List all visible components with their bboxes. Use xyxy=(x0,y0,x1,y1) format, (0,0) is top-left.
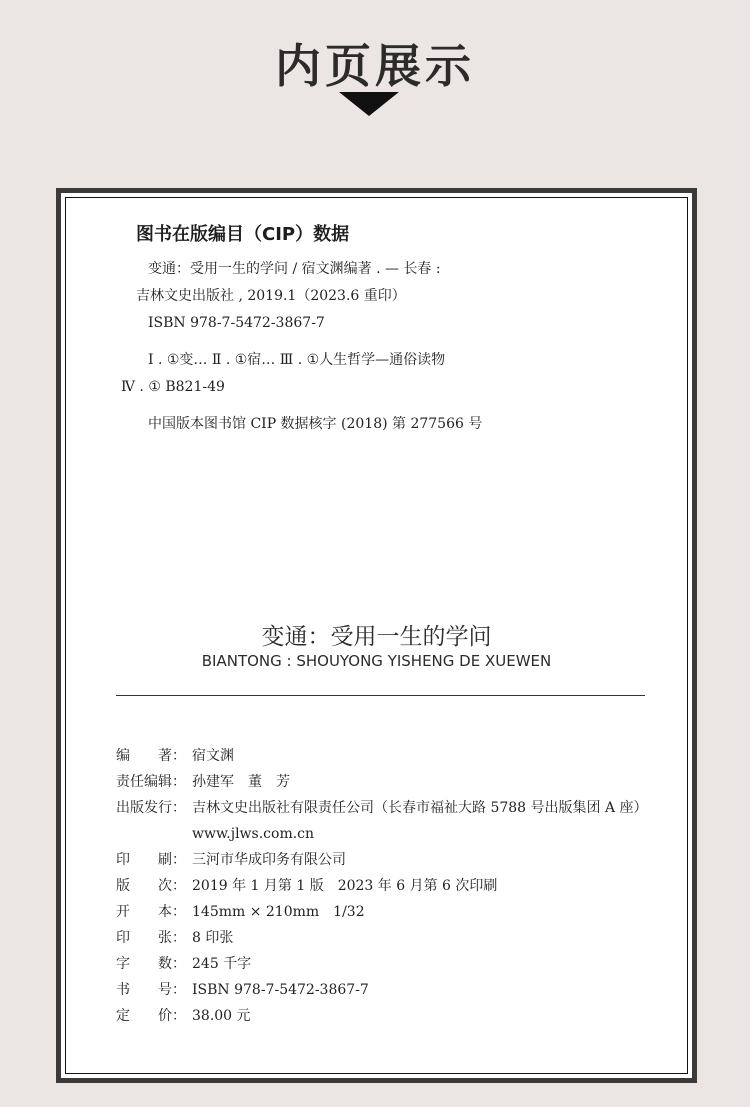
copyright-page-frame xyxy=(56,188,697,1083)
publisher-website: www.jlws.com.cn xyxy=(192,826,315,842)
meta-value: 38.00 元 xyxy=(192,1008,251,1024)
cip-line: 吉林文史出版社 , 2019.1（2023.6 重印） xyxy=(136,288,406,304)
cip-line: Ⅳ . ① B821-49 xyxy=(121,379,225,395)
meta-label: 责任编辑： xyxy=(116,774,186,790)
divider xyxy=(116,695,645,696)
meta-row-sheets xyxy=(116,925,648,951)
section-title: 内页展示 xyxy=(275,39,475,93)
meta-label: 定 价： xyxy=(116,1008,186,1024)
meta-row-publisher xyxy=(116,795,648,821)
meta-value: 245 千字 xyxy=(192,956,252,972)
cip-title: 图书在版编目（CIP）数据 xyxy=(136,224,350,245)
meta-row-price xyxy=(116,1003,648,1029)
meta-label: 编 著： xyxy=(116,748,186,764)
meta-value: 8 印张 xyxy=(192,930,234,946)
meta-row-editors xyxy=(116,769,648,795)
meta-label: 字 数： xyxy=(116,956,186,972)
cip-line: ISBN 978-7-5472-3867-7 xyxy=(148,315,325,331)
meta-value: 孙建军 董 芳 xyxy=(192,774,290,790)
cip-line: Ⅰ . ①变… Ⅱ . ①宿… Ⅲ . ①人生哲学—通俗读物 xyxy=(148,352,446,368)
meta-row-printer xyxy=(116,847,648,873)
meta-row-website xyxy=(116,821,648,847)
meta-label: 印 刷： xyxy=(116,852,186,868)
meta-label: 出版发行： xyxy=(116,800,186,816)
meta-value: 三河市华成印务有限公司 xyxy=(192,852,346,868)
cip-block xyxy=(121,221,483,438)
meta-row-isbn xyxy=(116,977,648,1003)
copyright-page xyxy=(65,197,688,1074)
meta-label: 书 号： xyxy=(116,982,186,998)
meta-value: 145mm × 210mm 1/32 xyxy=(192,904,365,920)
cip-line: 中国版本图书馆 CIP 数据核字 (2018) 第 277566 号 xyxy=(148,416,483,432)
meta-row-edition xyxy=(116,873,648,899)
cip-line: 变通：受用一生的学问 / 宿文渊编著 . — 长春 : xyxy=(148,261,441,277)
down-arrow-icon xyxy=(339,92,399,116)
meta-value: 2019 年 1 月第 1 版 2023 年 6 月第 6 次印刷 xyxy=(192,878,498,894)
meta-row-format xyxy=(116,899,648,925)
book-title-chinese: 变通：受用一生的学问 xyxy=(261,624,492,650)
meta-label: 版 次： xyxy=(116,878,186,894)
meta-label: 开 本： xyxy=(116,904,186,920)
meta-value: 宿文渊 xyxy=(192,748,234,764)
meta-row-word-count xyxy=(116,951,648,977)
book-title-pinyin: BIANTONG : SHOUYONG YISHENG DE XUEWEN xyxy=(201,652,552,670)
meta-label: 印 张： xyxy=(116,930,186,946)
meta-value: 吉林文史出版社有限责任公司（长春市福祉大路 5788 号出版集团 A 座） xyxy=(192,800,648,816)
publication-info xyxy=(116,743,648,1029)
meta-row-author xyxy=(116,743,648,769)
meta-value: ISBN 978-7-5472-3867-7 xyxy=(192,982,369,998)
